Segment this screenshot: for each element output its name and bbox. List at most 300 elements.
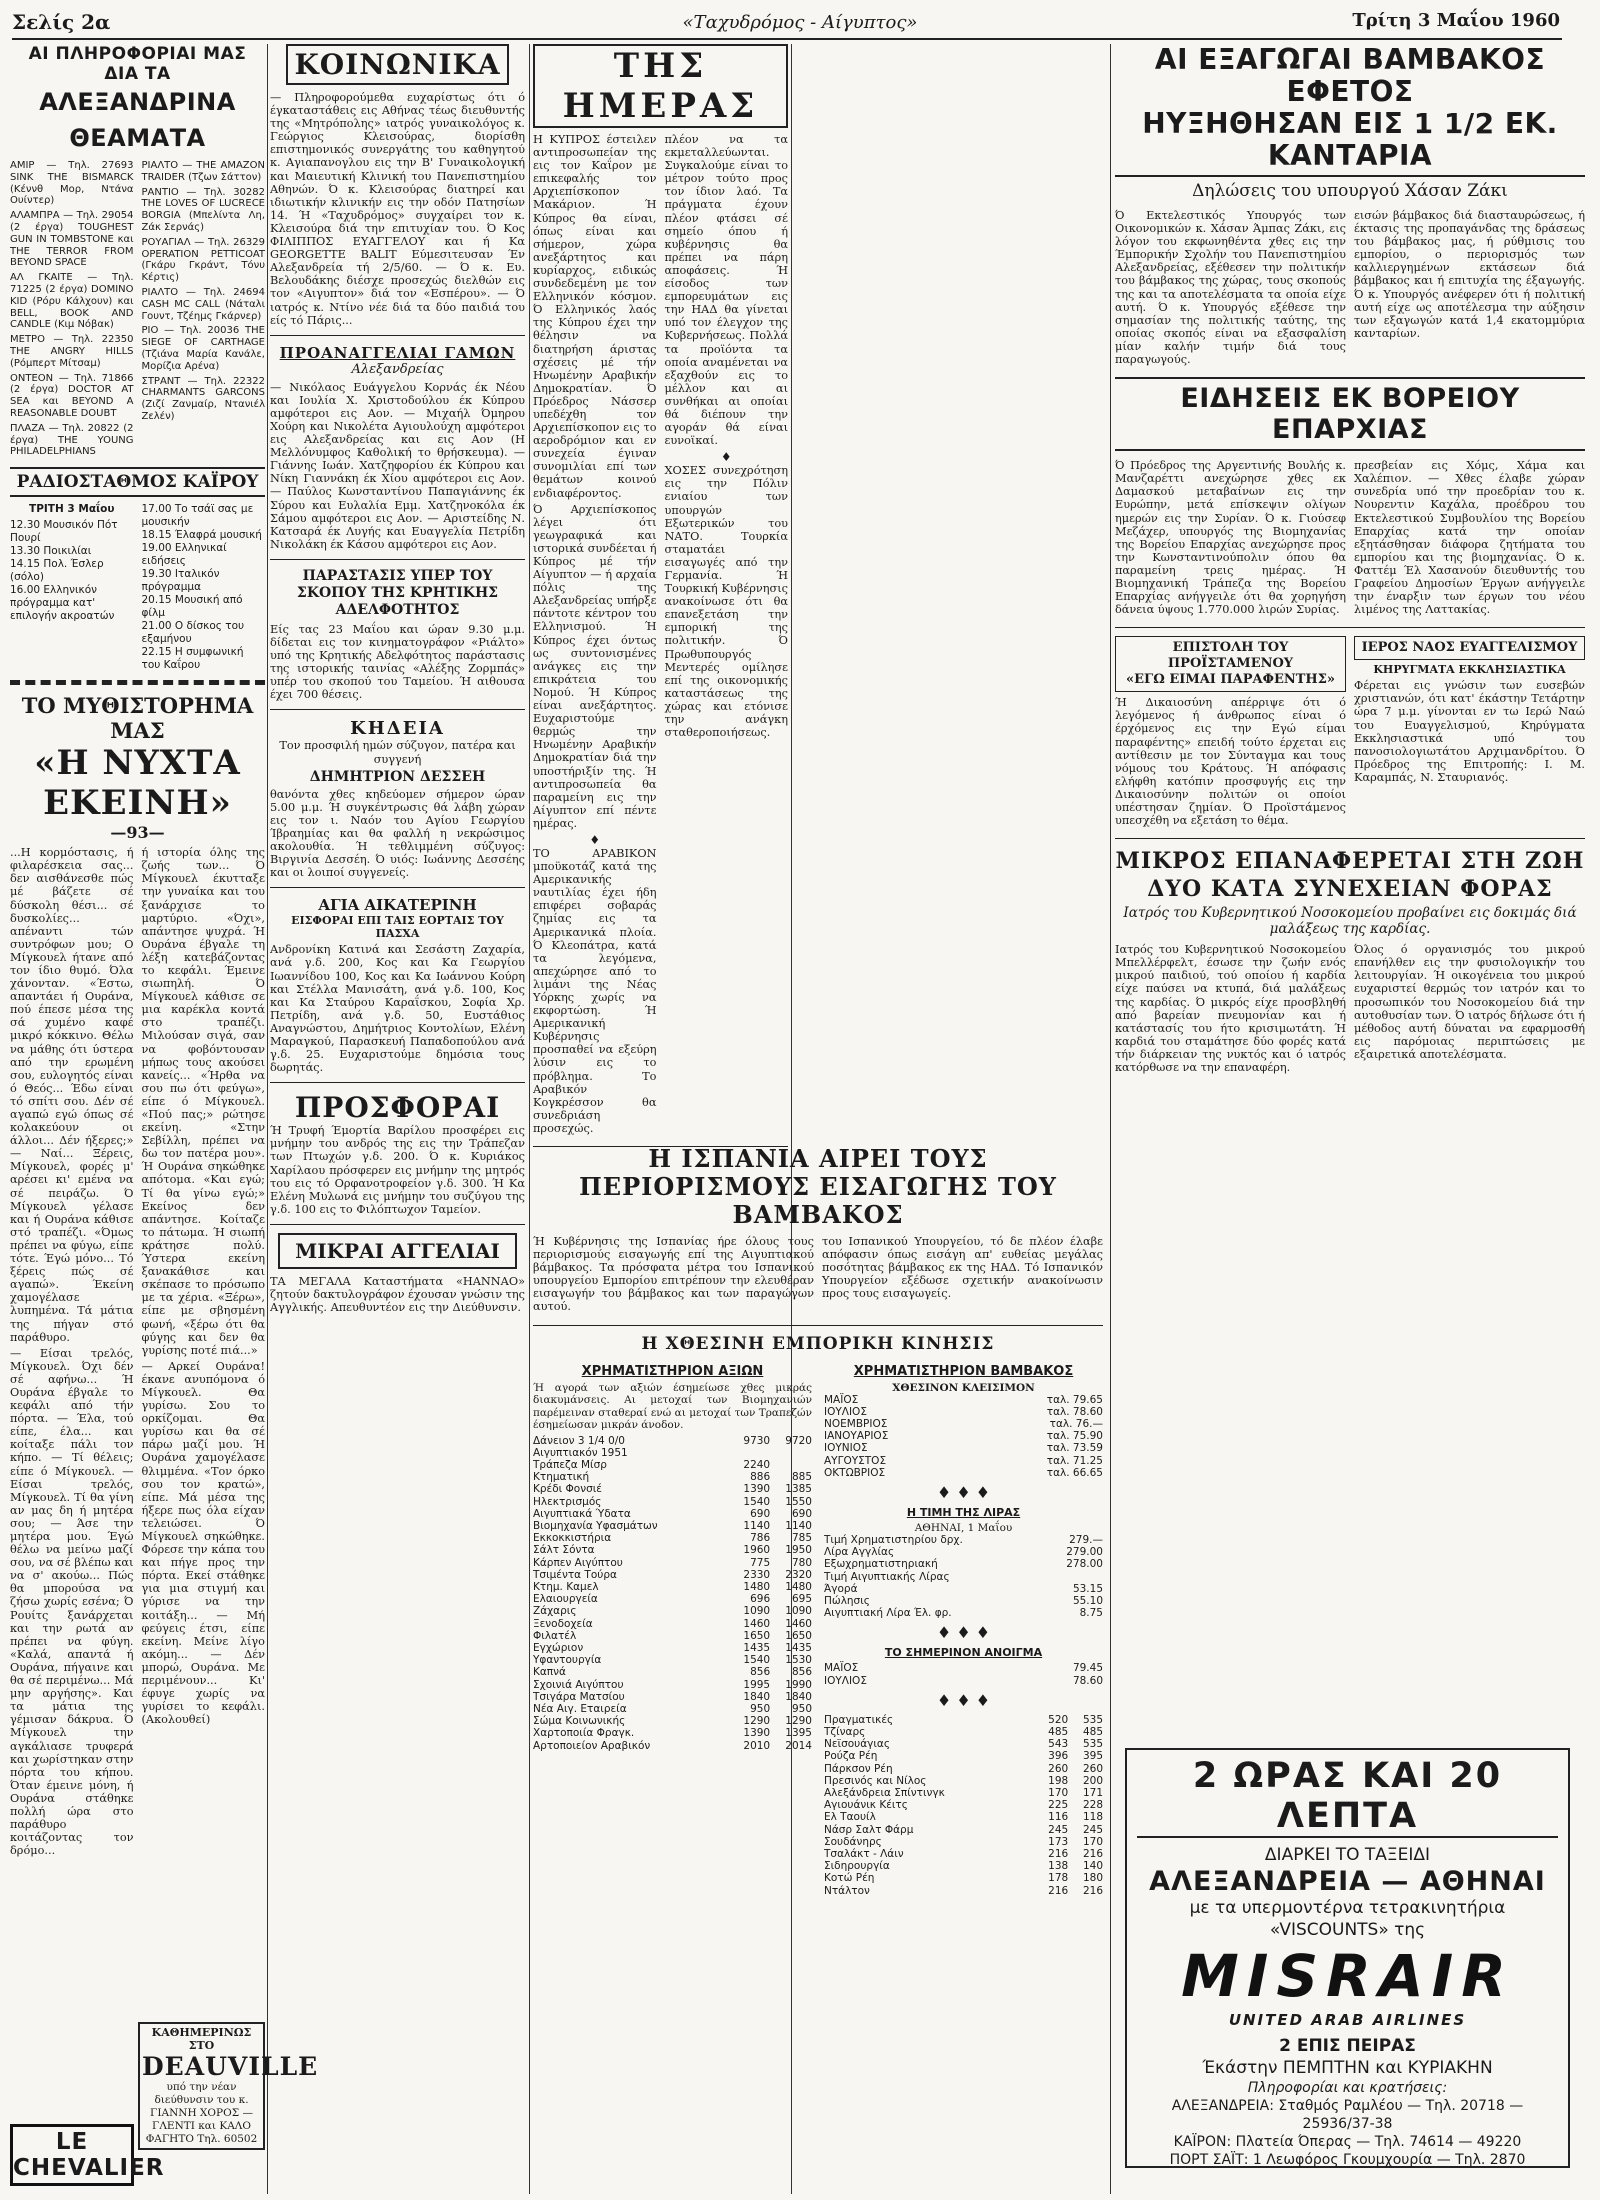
table-value-cell: 1435 xyxy=(743,1642,771,1655)
social-paragraph: — Πληροφορούμεθα ευχαρίστως ότι ό έγκαταστάθεις εις Αθήνας τέως διευθυντής της «Μητρόπολης» ιατρός γυναικολόγος κ. Γεώργιος Κλεισούρας, διορίσθη επιστημονικός συνεργάτης του καθηγητού κ. Αγιαπανογλου εις την Β' Γυναικολογική και Μαιευτική Κλινική του Πανεπιστημίου Αθηνών. Ό κ. Κλεισούρας διατηρεί και ιδιωτικήν κλινικήν εις την οδόν Πατησίων 14. Ή «Ταχυδρόμος» συγχαίρει τον κ. Κλεισούρα διά την επιτυχίαν του. Ό Κος ΦΙΛΙΠΠΟΣ ΕΥΑΓΓΕΛΟΥ και ή Κα GEORGETTE BALIT Εύμεσιτευσαν Έν Αλεξανδρεία τή 2/5/60. — Ό κ. Ευ. Βελουδάκης διέσχε προσεχώς διελθών εις τον «Αιγυπτον» διά τον «Εσπέρου». — Ό ιατρός κ. Ντίνο νέε διά τα δύο παιδιά του είς τό Πάρις... xyxy=(270,91,525,327)
newspaper-name: «Ταχυδρόμος - Αίγυπτος» xyxy=(682,12,918,33)
radio-item: 20.15 Μουσική από φίλμ xyxy=(141,594,243,620)
offerings-title: ΠΡΟΣΦΟΡΑΙ xyxy=(294,1091,501,1125)
table-value-cell: 886 xyxy=(750,1471,771,1484)
letter-notice-subheading: «ΕΓΩ ΕΙΜΑΙ ΠΑΡΑΦΕΝΤΗΣ» xyxy=(1125,672,1336,688)
section-divider xyxy=(270,887,525,888)
table-value-cell: 2010 xyxy=(743,1739,771,1752)
cotton-column-right xyxy=(1354,209,1585,369)
table-label-cell: Πρεσινός και Νίλος xyxy=(824,1774,927,1787)
table-label-cell: Τσιγάρα Ματσίου xyxy=(533,1690,625,1703)
misrair-ad-title: 2 ΩΡΑΣ ΚΑΙ 20 ΛΕΠΤΑ xyxy=(1137,1756,1558,1838)
table-value-cell: ταλ. 71.25 xyxy=(1046,1454,1103,1467)
table-row xyxy=(533,1740,812,1752)
table-value-cell: 55.10 xyxy=(1072,1595,1103,1607)
table-label-cell: Αιγυπτιακή Λίρα Έλ. φρ. xyxy=(824,1607,952,1620)
table-label-cell: ΙΟΥΛΙΟΣ xyxy=(824,1674,867,1687)
table-label-cell: Ηλεκτρισμός xyxy=(533,1495,602,1508)
market-body xyxy=(533,1360,1103,1897)
table-label-cell: Κτημ. Καμελ xyxy=(533,1581,599,1593)
table-value-cell: 9720 xyxy=(785,1434,812,1447)
cinema-entry: ΑΛΑΜΠΡΑ — Τηλ. 29054 (2 έργα) TOUGHEST GUN IN TOMBSTONE και THE TERROR FROM BEYOND SPACE xyxy=(10,210,134,269)
revived-boy-body xyxy=(1115,943,1585,1077)
table-label-cell: Ξενοδοχεία xyxy=(533,1617,593,1630)
radio-item: 17.00 Το τσάϊ σας με μουσικήν xyxy=(141,503,254,529)
table-value-cell: 260 xyxy=(1048,1762,1069,1775)
novel-column-right xyxy=(142,846,266,1860)
lira-table xyxy=(824,1534,1103,1619)
table-value-cell: 118 xyxy=(1082,1811,1103,1824)
table-value-cell: 245 xyxy=(1082,1823,1103,1836)
table-row xyxy=(824,1811,1103,1823)
misrair-ad-contact: ΚΑΪΡΟΝ: Πλατεία Όπερας — Τηλ. 74614 — 49220 xyxy=(1173,2134,1522,2150)
deauville-box xyxy=(138,2022,319,2150)
table-value-cell: 1480 xyxy=(785,1581,812,1593)
radio-item: 18.15 Έλαφρά μουσική xyxy=(141,529,262,542)
table-label-cell: Φιλατέλ xyxy=(533,1629,577,1642)
table-row xyxy=(824,1583,1103,1595)
revived-boy-column-left xyxy=(1115,943,1346,1077)
novel-paragraph: ή ιστορία όλης της ζωής των... Ό Μίγκουελ έκυτταξε την γυναίκα και του ξανάρχισε το μαρτύριο. «Όχι», απάντησε ψυχρά. Ή Ουράνα έβγαλε τη λέξη κατεβάζοντας το κεφάλι. Έμεινε σιωπηλή. Ό Μίγκουελ κάθισε σε μια καρέκλα κοντά στο τραπέζι. Μιλούσαν σιγά, σαν να φοβόντουσαν μήπως τους ακούσει κανείς... «Ήρθα να σου πω ότι φεύγω», είπε ό Μίγκουελ. «Πού πας;» ρώτησε εκείνη. «Στην Σεβίλλη, πρέπει να δω τον πατέρα μου». Ή Ουράνα σηκώθηκε απότομα. «Και εγώ; Τί θα γίνω εγώ;» Εκείνος δεν απάντησε. Κοίταζε το πάτωμα. Ή σιωπή κράτησε πολύ. Ύστερα εκείνη ξανακάθισε και σκέπασε το πρόσωπο με τα χέρια. «Ξέρω», είπε με σβησμένη φωνή, «ξέρω ότι θα φύγης και δεν θα γυρίσης ποτέ πιά...» xyxy=(141,846,265,1357)
table-value-cell: 1650 xyxy=(785,1629,812,1642)
table-row xyxy=(533,1557,812,1569)
table-row xyxy=(533,1593,812,1605)
section-divider xyxy=(270,559,525,560)
table-row xyxy=(533,1679,812,1691)
north-news-title: ΕΙΔΗΣΕΙΣ ΕΚ ΒΟΡΕΙΟΥ ΕΠΑΡΧΙΑΣ xyxy=(1115,377,1585,451)
revived-boy-paragraph: Ιατρός του Κυβερνητικού Νοσοκομείου Μπελλέρφελτ, έσωσε την ζωήν ενός μικρού παιδιού, τού οποίου ή καρδία είχε παύσει να κτυπά, διά μαλάξεως της καρδίας. Ό μικρός είχε προσβληθή από βαρείαν πνευμονίαν και ή κατάστασίς του ήτο κρισιμωτάτη. Ή καρδιά του σταμάτησε δύο φορές κατά τήν διάρκειαν της νυκτός και ό ιατρός κατόρθωσε να την επαναφέρη. xyxy=(1115,943,1346,1075)
novel-paragraph: ...Η κορμόστασις, ή φιλαρέσκεια σας... δεν αισθάνεσθε πώς μέ βάζετε σέ δύσκολη θέσι... σέ δυσκολίες... απέναντι τών συντρόφων μου; Ο Μίγκουελ ήτανε από τον ίδιο θυμό. Όλα χάνονταν. «Έστω, απαντάει ή Ουράνα, πού έπεσε μέσα της σά χυμένο καφέ μικρό κόκκινο. Θέλω να μάθης ότι ύστερα από την ερωμένη σου, ευλογητός είναι ό Θεός... Έδω είναι τό σπίτι σου. Δέν σέ αγαπώ εγώ όπως σέ κολακεύουν οι άλλοι... Δέν ήξερες;» — Ναί... Ξέρεις, Μίγκουελ, φορές μ' αρέσει κι' εμένα να σέ πειράζω. Ό Μίγκουελ γέλασε και ή Ουράνα κάθισε στό τραπέζι. «Όμως πρέπει να φύγω, είπε τότε. Έγώ μόνο... Τό ξέρεις πώς σέ αγαπώ». Έκείνη χαμογέλασε λυπημένα. Τά μάτια της πήγαν στό παράθυρο. xyxy=(10,846,134,1344)
table-value-cell: 1290 xyxy=(785,1715,812,1728)
north-news-body xyxy=(1115,459,1585,619)
table-value-cell: 245 xyxy=(1048,1823,1069,1836)
cotton-subheadline: Δηλώσεις του υπουργού Χάσαν Ζάκι xyxy=(1192,181,1508,201)
revived-boy-title-line1: ΜΙΚΡΟΣ ΕΠΑΝΑΦΕΡΕΤΑΙ ΣΤΗ ΖΩΗ xyxy=(1115,848,1585,875)
church-notice-paragraph: Φέρεται εις γνώσιν των ευσεβών χριστιανών, ότι κατ' έκάστην Τετάρτην ώρα 7 μ.μ. γίνονται εν τω Ιερώ Ναώ του Ευαγγελισμού, Κηρύγματα Εκκλησιαστικά υπό του πανοσιολογιωτάτου Αρχιμανδρίτου. Ό Πρόεδρος της Επιτροπής: Ι. Μ. Καραμπάς, Ν. Σταυριανός. xyxy=(1354,679,1585,784)
radio-schedule xyxy=(10,503,265,672)
table-label-cell: Κρέδι Φονσιέ xyxy=(533,1483,602,1496)
church-paragraph: Ανδρονίκη Κατινά και Σεσάστη Ζαχαρία, ανά γ.δ. 200, Κος και Κα Γεωργίου Ιωαννίδου 100, Κος και Κα Ιωάννου Κούρη και Στέλλα Μανισάτη, ανά γ.δ. 100, Κος και Κα Σταύρου Καραΐσκου, Σοφία Χρ. Πετρίδη, ανά γ.δ. 50, Ευστάθιος Αναγνώστου, Δημήτριος Κοντολίων, Ελένη Μαραγκού, Παρασκευή Παπαδοπούλου ανά γ.δ. 25. Ευχαριστούμε δημόσια τους δωρητάς. xyxy=(270,943,525,1075)
table-value-cell: 1550 xyxy=(785,1495,812,1508)
cinema-entry: ΑΛ ΓΚΑΙΤΕ — Τηλ. 71225 (2 έργα) DOMINO KID (Ρόρυ Κάλχουν) και BELL, BOOK AND CANDLE (Κιμ Νόβακ) xyxy=(10,272,134,331)
table-value-cell: 690 xyxy=(750,1507,771,1520)
table-value-cell: 1090 xyxy=(785,1605,812,1618)
cotton-headline-line1: ΑΙ ΕΞΑΓΩΓΑΙ ΒΑΜΒΑΚΟΣ ΕΦΕΤΟΣ xyxy=(1154,43,1546,108)
table-value-cell: 225 xyxy=(1048,1799,1069,1812)
table-value-cell: 856 xyxy=(750,1666,771,1679)
news-paragraph: Ό Αρχιεπίσκοπος λέγει ότι γεωγραφικά και ιστορικά συνδέεται ή Κύπρος μέ τήν Αίγυπτον — ή αρχαία πόλις της Αλεξανδρείας υπήρξε πάντοτε κέντρον του Ελληνισμού. Ή Κύπρος έχει όντως ως συντονισμένες ανάγκες εις την επικράτεια του Νομού. Ή Κύπρος είναι ανεξάρτητος. Ευχαριστούμε θερμώς την Ηνωμένην Αραβικήν Δημοκρατίαν διά την υποστήριξίν της. Ή αντιπροσωπεία θα παραμείνη εις την Αίγυπτον επί πέντε ημέρας. xyxy=(533,502,657,830)
cinema-entry: ΠΛΑΖΑ — Τηλ. 20822 (2 έργα) THE YOUNG PHILADELPHIANS xyxy=(10,422,134,458)
table-row xyxy=(533,1703,812,1715)
theatres-title: ΑΛΕΞΑΝΔΡΙΝΑ ΘΕΑΜΑΤΑ xyxy=(39,88,236,152)
table-row xyxy=(824,1394,1103,1406)
table-row xyxy=(824,1714,1103,1726)
table-value-cell: 1950 xyxy=(785,1544,812,1557)
radio-item: 22.15 Η συμφωνική του Καΐρου xyxy=(141,646,244,672)
table-value-cell: ταλ. 73.59 xyxy=(1046,1442,1103,1455)
novel-paragraph: — Αρκεί Ουράνα! έκανε ανυπόμονα ό Μίγκουελ. Θα γυρίσω. Σου το ορκίζομαι. Θα γυρίσω και θα σέ πάρω μαζί μου. Ή Ουράνα χαμογέλασε θλιμμένα. «Τον όρκο σου τον κρατώ», είπε. Μά μέσα της ήξερε πως όλα είχαν τελειώσει. Ό Μίγκουελ σηκώθηκε. Φόρεσε την κάπα του και πήγε προς την πόρτα. Εκεί στάθηκε για μια στιγμή και γύρισε να την κοιτάξη... — Μή φεύγεις έτσι, είπε εκείνη. Μείνε λίγο ακόμη... — Δέν μπορώ, Ουράνα. Με περιμένουν... Κι' έφυγε χωρίς να γυρίσει το κεφάλι. (Ακολουθεί) xyxy=(141,1359,265,1727)
table-row xyxy=(824,1726,1103,1738)
table-label-cell: Πραγματικές xyxy=(824,1713,894,1726)
radio-title: ΡΑΔΙΟΣΤΑΘΜΟΣ ΚΑΪΡΟΥ xyxy=(16,472,259,493)
table-value-cell: 1840 xyxy=(785,1690,812,1703)
misrair-ad-line: «VISCOUNTS» της xyxy=(1269,1920,1426,1940)
spain-paragraph: Ή Κυβέρνησις της Ισπανίας ήρε όλους τους περιορισμούς εισαγωγής επί της Αιγυπτιακού βάμβακος. Τα πρόσφατα μέτρα του Ισπανικού υπουργείου Εμπορίου επιτρέπουν την ελευθέραν εισαγωγήν του βάμβακος και των παραγώγων αυτού. xyxy=(533,1235,814,1314)
table-row xyxy=(533,1544,812,1556)
cotton-table xyxy=(824,1394,1103,1479)
table-label-cell: Άγορά xyxy=(824,1582,858,1595)
table-value-cell: 785 xyxy=(791,1532,812,1545)
market-separator: ♦ ♦ ♦ xyxy=(936,1482,991,1502)
section-divider xyxy=(270,1224,525,1225)
table-row xyxy=(824,1442,1103,1454)
table-value-cell: ταλ. 76.— xyxy=(1049,1417,1103,1430)
table-label-cell: Πώλησις xyxy=(824,1595,870,1607)
table-value-cell: 543 xyxy=(1048,1738,1069,1751)
north-paragraph: πρεσβείαν εις Χόμς, Χάμα και Χαλέπιον. — Χθες έλαβε χώραν συνεδρία υπό την προεδρίαν του κ. Νουρεντιν Καχάλα, προέδρου του Εκτελεστικού Συμβουλίου της Βορείου Επαρχίας κατά την οποίαν εξητάσθησαν διάφορα ζητήματα του εμπορίου και της βιομηχανίας. Ό κ. Φαττέμ Έλ Χασανούν διευθυντής του Γραφείου Δημοσίων Έργων ανήγγειλε την έναρξιν των έργων του νέου λιμένος της Λαττακίας. xyxy=(1354,459,1585,617)
cinema-entry: ΑΜΙΡ — Τηλ. 27693 SINK THE BISMARCK (Κέννθ Μορ, Ντάνα Ουίντερ) xyxy=(10,160,134,207)
table-value-cell: 950 xyxy=(791,1703,812,1716)
table-value-cell xyxy=(1045,1571,1103,1583)
table-value-cell: 216 xyxy=(1048,1848,1069,1861)
spain-body xyxy=(533,1235,1103,1317)
table-value-cell: 1290 xyxy=(743,1715,771,1728)
cotton-exchange-title: ΧΡΗΜΑΤΙΣΤΗΡΙΟΝ ΒΑΜΒΑΚΟΣ xyxy=(853,1363,1074,1379)
table-label-cell: Σχοινιά Αιγύπτου xyxy=(533,1678,624,1691)
table-row xyxy=(824,1406,1103,1418)
table-row xyxy=(533,1642,812,1654)
table-label-cell: Σουδάνηρς xyxy=(824,1835,882,1848)
letter-notice xyxy=(1115,636,1346,830)
radio-item: 13.30 Ποικιλίαι xyxy=(10,545,92,558)
cinema-entry: ΟΝΤΕΟΝ — Τηλ. 71866 (2 έργα) DOCTOR AT SEA και BEYOND A REASONABLE DOUBT xyxy=(10,372,134,419)
table-value-cell: 775 xyxy=(750,1556,771,1569)
table-row xyxy=(533,1447,812,1459)
table-label-cell: Ντάλτον xyxy=(824,1884,870,1897)
radio-item: 14.15 Πολ. Έσλερ (σόλο) xyxy=(10,558,104,584)
table-label-cell: Νάσρ Σαλτ Φάρμ xyxy=(824,1823,914,1836)
table-row xyxy=(824,1763,1103,1775)
spain-column-right xyxy=(822,1235,1103,1317)
table-value-cell: 485 xyxy=(1048,1726,1069,1739)
revived-boy-paragraph: Όλος ό οργανισμός του μικρού επανήλθεν εις την φυσιολογικήν του λειτουργίαν. Ή οικογένεια του μικρού ευχαριστεί θερμώς τον ιατρόν και το προσωπικόν του Νοσοκομείου διά την αυτοθυσίαν των. Ό ιατρός δήλωσε ότι ή μέθοδος αυτή δύναται να εφαρμοσθή εις παρόμοιας περιπτώσεις με εξαιρετικά αποτελέσματα. xyxy=(1354,943,1585,1061)
table-row xyxy=(533,1508,812,1520)
day-news-column-right xyxy=(665,133,789,1138)
table-value-cell: 78.60 xyxy=(1072,1674,1103,1687)
table-label-cell: Σάλτ Σόντα xyxy=(533,1544,595,1557)
section-divider xyxy=(270,709,525,710)
radio-heading xyxy=(10,467,265,497)
misrair-ad-contact: ΠΟΡΤ ΣΑΪΤ: 1 Λεωφόρος Γκουμχουρία — Τηλ. 2870 xyxy=(1169,2152,1526,2168)
table-row xyxy=(533,1483,812,1495)
section-divider xyxy=(1115,838,1585,839)
header-rule xyxy=(12,38,1562,40)
opening-title: ΤΟ ΣΗΜΕΡΙΝΟΝ ΑΝΟΙΓΜΑ xyxy=(884,1646,1043,1660)
north-column-left xyxy=(1115,459,1346,619)
table-value-cell: 1530 xyxy=(785,1654,812,1667)
novel-episode: —93— xyxy=(110,823,165,843)
table-value-cell: 1650 xyxy=(743,1629,771,1642)
table-label-cell: ΙΑΝΟΥΑΡΙΟΣ xyxy=(824,1430,889,1443)
table-row xyxy=(533,1581,812,1593)
table-value-cell: 1460 xyxy=(785,1617,812,1630)
table-value-cell: 260 xyxy=(1082,1762,1103,1775)
table-value-cell: 535 xyxy=(1082,1713,1103,1726)
column-cotton-intro xyxy=(795,44,1100,1139)
table-value-cell: 1140 xyxy=(785,1519,812,1532)
table-row xyxy=(533,1727,812,1739)
table-label-cell: Καπνά xyxy=(533,1666,566,1679)
lira-title: Η ΤΙΜΗ ΤΗΣ ΛΙΡΑΣ xyxy=(906,1505,1021,1519)
table-row xyxy=(533,1666,812,1678)
novel-title: «Η ΝΥΧΤΑ ΕΚΕΙΝΗ» xyxy=(34,743,241,824)
revived-boy-subtitle: Ιατρός του Κυβερνητικού Νοσοκομείου προβαίνει εις δοκιμάς διά μαλάξεως της καρδίας. xyxy=(1123,905,1577,938)
table-label-cell: Υφαντουργία xyxy=(533,1654,602,1667)
novel-paragraph: — Είσαι τρελός, Μίγκουελ. Όχι δέν σέ αφήνω... Ή Ουράνα έβγαλε το κεφάλι από τήν πόρτα. — Έλα, τού είπε, έλα... και κοίταξε πάλι τον κήπο. — Τί θέλεις; είπε ό Μίγκουελ. — Είσαι τρελός, Μίγκουελ. Τί θα γίνη αν μας δη ή μητέρα σου; — Άσε την μητέρα μου. Έγώ θέλω να μείνω μαζί σου, να σέ βλέπω και να σ' ακούω... Πώς θα μπορούσα να ζήσω χωρίς εσένα; Ό Ρουίτς ξανάρχεται και την ρωτά αν πρέπει να φύγη. «Καλά, απαντά ή Ουράνα, πήγαινε και θα σέ περιμένω... Μά μην αργήσης». Και τα μάτια της γέμισαν δάκρυα. Ό Μίγκουελ την αγκάλιασε τρυφερά και χωρίστηκαν στην πόρτα του κήπου. Όταν έμεινε μόνη, ή Ουράνα στάθηκε πολλή ώρα στο παράθυρο κοιτάζοντας τον δρόμο... xyxy=(10,1346,134,1858)
table-row xyxy=(824,1675,1103,1687)
table-value-cell: ταλ. 78.60 xyxy=(1046,1405,1103,1418)
section-divider xyxy=(10,680,265,685)
table-label-cell: Εγχώριον xyxy=(533,1642,584,1655)
church-notice-title: ΙΕΡΟΣ ΝΑΟΣ ΕΥΑΓΓΕΛΙΣΜΟΥ xyxy=(1354,636,1585,660)
event-paragraph: Είς τας 23 Μαΐου και ώραν 9.30 μ.μ. δίδεται εις τον κινηματογράφον «Ριάλτο» υπό της Κρητικής Αδελφότητος παράστασις της ιστορικής ταινίας «Αλέξης Ζορμπάς» υπέρ του σκοπού του Ταμείου. Ή αιθουσα έχει 700 θέσεις. xyxy=(270,622,525,702)
table-row xyxy=(533,1691,812,1703)
table-label-cell: Αλεξάνδρεια Σπίντινγκ xyxy=(824,1787,945,1800)
table-value-cell: 228 xyxy=(1082,1799,1103,1812)
day-news-title: ΤΗΣ ΗΜΕΡΑΣ xyxy=(533,44,788,128)
table-value-cell: 216 xyxy=(1082,1884,1103,1897)
table-label-cell: Αρτοποιείον Αραβικόν xyxy=(533,1739,651,1752)
table-value-cell: 1090 xyxy=(743,1605,771,1618)
revived-boy-column-right xyxy=(1354,943,1585,1077)
table-value-cell xyxy=(770,1459,812,1471)
table-label-cell: Αιγυπτιακόν 1951 xyxy=(533,1446,628,1459)
table-label-cell: Σώμα Κοινωνικής xyxy=(533,1715,626,1728)
table-value-cell: 171 xyxy=(1082,1787,1103,1800)
table-value-cell: 278.00 xyxy=(1066,1558,1103,1571)
table-label-cell: Χαρτοποιία Φραγκ. xyxy=(533,1727,635,1740)
table-row xyxy=(824,1775,1103,1787)
section-divider xyxy=(533,1325,1103,1326)
table-value-cell: 2240 xyxy=(743,1458,771,1471)
news-paragraph: πλέον να τα εκμεταλλεύωνται. Συγκαλούμε είναι το μέτρον τούτο προς τον ίδιον λαό. Τα πράγματα έχουν πλέον φτάσει σέ σημείο όπου ή κυβέρνησις θα πρέπει να πάρη αποφάσεις. Ή είσοδος των εμπορευμάτων εις την ΗΑΔ θα γίνεται υπό τον έλεγχον της Κυβερνήσεως. Πολλά τα προϊόντα τα οποία αναμένεται να εξαχθούν εις το μέλλον και αι συνθήκαι αι οποίαι θά διέπουν την αγοράν θά είναι ευνοϊκαί. xyxy=(664,133,788,448)
chevalier-box: LE CHEVALIER xyxy=(10,2124,134,2186)
page-header xyxy=(0,0,1600,40)
page-number: Σελίς 2α xyxy=(12,10,111,34)
table-value-cell: 2320 xyxy=(785,1568,812,1581)
table-label-cell: Τιμή Αιγυπτιακής Λίρας xyxy=(824,1570,950,1583)
table-value-cell xyxy=(728,1447,770,1459)
table-label-cell: Ελαιουργεία xyxy=(533,1593,598,1606)
novel-label: ΤΟ ΜΥΘΙΣΤΟΡΗΜΑ ΜΑΣ xyxy=(21,693,254,744)
cinema-entry: ΣΤΡΑΝΤ — Τηλ. 22322 CHARMANTS GARCONS (Ζιζί Ζανμαίρ, Ντανιέλ Ζελέν) xyxy=(141,375,265,422)
engagements-paragraph: — Νικόλαος Ευάγγελου Κορνάς έκ Νέου και Ιουλία Χ. Χριστοδούλου έκ Κύπρου αμφότεροι εις Αον. — Μιχαήλ Όμηρου Χούρη και Νικολέτα Αγιουλούχη αμφότεροι εις Αλεξανδρείας και εις Αον (Η Μελλόνυμφος Καθολική το θρήσκευμα). — Γιάννης Ιωάν. Χατζηφορίου έκ Κύπρου και Νίκη Γιαννάκη έκ Χίου αμφότεροι εις Αον. — Παύλος Κωνσταντίνου Παπαγιάννης έκ Σύρου και Ευλαλία Εμμ. Χατζηνοκόλα έκ Σάμου αμφότεροι εις Αον. — Αριστείδης Ν. Κατσαρά έκ Λυγής και Ευαγγελία Πετρίδη Νικολάκη έκ Κάσου αμφότεροι εις Αον. xyxy=(270,380,525,551)
cinema-list-right xyxy=(142,160,266,461)
cotton-exchange xyxy=(824,1360,1103,1897)
engagements-title: ΠΡΟΑΝΑΓΓΕΛΙΑΙ ΓΑΜΩΝ xyxy=(279,343,516,362)
table-value-cell: 1840 xyxy=(743,1690,771,1703)
table-value-cell: 170 xyxy=(1048,1787,1069,1800)
misrair-logo-subtitle: UNITED ARAB AIRLINES xyxy=(1228,2011,1467,2029)
revived-boy-title-line2: ΔΥΟ ΚΑΤΑ ΣΥΝΕΧΕΙΑΝ ΦΟΡΑΣ xyxy=(1147,876,1553,903)
table-value-cell: 1390 xyxy=(743,1483,771,1496)
church-title: ΑΓΙΑ ΑΙΚΑΤΕΡΙΝΗ xyxy=(318,896,477,915)
table-value-cell: 2014 xyxy=(785,1739,812,1752)
table-row xyxy=(533,1435,812,1447)
table-label-cell: Κτηματική xyxy=(533,1471,590,1484)
misrair-ad xyxy=(1125,1748,1570,2168)
cinema-entry: ΡΙΟ — Τηλ. 20036 THE SIEGE OF CARTHAGE (Τζιάνα Μαρία Κανάλε, Μορίζια Αρένα) xyxy=(141,325,265,372)
church-notice xyxy=(1354,636,1585,830)
radio-item: 12.30 Μουσικόν Πότ Πουρί xyxy=(10,519,118,545)
table-value-cell: 1480 xyxy=(743,1581,771,1593)
table-value-cell: 520 xyxy=(1048,1713,1069,1726)
table-row xyxy=(533,1569,812,1581)
table-value-cell: 696 xyxy=(750,1593,771,1606)
table-label-cell: Σιδηρουργία xyxy=(824,1860,890,1873)
column-divider xyxy=(267,44,268,2194)
table-value-cell: 485 xyxy=(1082,1726,1103,1739)
table-value-cell: 1385 xyxy=(785,1483,812,1496)
table-row xyxy=(824,1824,1103,1836)
funeral-paragraph: θανόντα χθες κηδεύομεν σήμερον ώραν 5.00 μ.μ. Ή συγκέντρωσις θά λάβη χώραν εις τον ι. Ναόν του Αγίου Γεωργίου Ίβραημίας και θα φαλλή η νεκρώσιμος ακολουθία. Ή τεθλιμμένη σύζυγος: Βιργινία Δεσσέη. Ό υιός: Ιωάννης Δεσσέης και οι λοιποί συγγενείς. xyxy=(270,787,525,880)
theatres-kicker: ΑΙ ΠΛΗΡΟΦΟΡΙΑΙ ΜΑΣ ΔΙΑ ΤΑ xyxy=(28,44,247,84)
table-label-cell: Τσαλάκτ - Λάιν xyxy=(824,1848,904,1861)
cinema-entry: ΡΟΥΑΓΙΑΛ — Τηλ. 26329 OPERATION PETTICOAT (Γκάρυ Γκράντ, Τόνυ Κέρτις) xyxy=(141,236,265,284)
table-row xyxy=(824,1455,1103,1467)
letter-notice-paragraph: Ή Δικαιοσύνη απέρριψε ότι ό λεγόμενος ή άνθρωπος είναι ό έρχόμενος εις την Εγώ είμαι παραφέντης» επειδή τούτο έρχεται εις αντίθεσιν με τον Σύνταγμα και τους νόμους του Κράτους. Ή απόφασις ελήφθη κατόπιν προσφυγής εις την Δικαιοσύνην πολιτών οι οποίοι υπέστησαν ζημίαν. Ό Προϊστάμενος υπεσχέθη να εξετάση το θέμα. xyxy=(1115,696,1346,828)
table-value-cell: 695 xyxy=(791,1593,812,1606)
cinema-entry: ΡΙΑΛΤΟ — THE AMAZON TRAIDER (Τζων Σάττον) xyxy=(141,160,265,183)
misrair-ad-box xyxy=(1125,1748,1570,2168)
table-row xyxy=(824,1836,1103,1848)
table-row xyxy=(533,1471,812,1483)
table-label-cell: Εξωχρηματιστηριακή xyxy=(824,1558,938,1571)
table-value-cell: 200 xyxy=(1082,1774,1103,1787)
table-label-cell: Ελ Ταουίλ xyxy=(824,1811,876,1824)
table-label-cell: Νέα Αιγ. Εταιρεία xyxy=(533,1703,627,1716)
event-title: ΠΑΡΑΣΤΑΣΙΣ ΥΠΕΡ ΤΟΥ ΣΚΟΠΟΥ ΤΗΣ ΚΡΗΤΙΚΗΣ ΑΔΕΛΦΟΤΗΤΟΣ xyxy=(296,567,499,618)
table-row xyxy=(824,1467,1103,1479)
stock-table xyxy=(824,1714,1103,1897)
cotton-column-left xyxy=(1115,209,1346,369)
radio-item: 19.30 Ιταλικόν πρόγραμμα xyxy=(141,568,220,594)
table-row xyxy=(824,1848,1103,1860)
opening-table xyxy=(824,1662,1103,1686)
table-value-cell: 180 xyxy=(1082,1872,1103,1885)
day-news-column-left xyxy=(533,133,657,1138)
misrair-ad-line: Πληροφορίαι και κρατήσεις: xyxy=(1247,2080,1448,2096)
table-label-cell: Βιομηχανία Υφασμάτων xyxy=(533,1519,658,1532)
table-row xyxy=(824,1430,1103,1442)
stock-table xyxy=(533,1435,812,1752)
social-title: ΚΟΙΝΩΝΙΚΑ xyxy=(286,44,508,85)
table-value-cell: 1435 xyxy=(785,1642,812,1655)
table-label-cell: Ρούζα Ρέη xyxy=(824,1750,878,1763)
social-heading xyxy=(270,44,525,85)
table-label-cell: Τράπεζα Μίσρ xyxy=(533,1458,607,1471)
section-divider xyxy=(270,1082,525,1083)
letter-notice-title xyxy=(1115,636,1346,692)
deauville-label: ΚΑΘΗΜΕΡΙΝΩΣ ΣΤΟ xyxy=(151,2026,252,2052)
table-label-cell: ΟΚΤΩΒΡΙΟΣ xyxy=(824,1466,886,1479)
table-value-cell: 178 xyxy=(1048,1872,1069,1885)
table-value-cell: 1140 xyxy=(743,1519,771,1532)
market-title: Η ΧΘΕΣΙΝΗ ΕΜΠΟΡΙΚΗ ΚΙΝΗΣΙΣ xyxy=(641,1333,995,1354)
section-divider xyxy=(1115,627,1585,628)
table-row xyxy=(824,1799,1103,1811)
table-row xyxy=(824,1534,1103,1546)
table-row xyxy=(533,1605,812,1617)
table-value-cell xyxy=(770,1447,812,1459)
table-value-cell: 173 xyxy=(1048,1835,1069,1848)
boxed-notices xyxy=(1115,636,1585,830)
radio-item: 16.00 Ελληνικόν πρόγραμμα κατ' επιλογήν ακροατών xyxy=(10,584,115,623)
misrair-logo: MISRAIR xyxy=(1181,1942,1514,2010)
table-row xyxy=(824,1595,1103,1607)
table-label-cell: ΜΑΪΟΣ xyxy=(824,1393,859,1406)
column-divider xyxy=(529,44,530,2194)
radio-schedule-right xyxy=(142,503,266,672)
section-divider xyxy=(270,335,525,336)
table-row xyxy=(824,1558,1103,1570)
misrair-ad-contact: ΑΛΕΞΑΝΔΡΕΙΑ: Σταθμός Ραμλέου — Τηλ. 20718 — 25936/37-38 xyxy=(1171,2098,1524,2132)
table-row xyxy=(824,1418,1103,1430)
north-column-right xyxy=(1354,459,1585,619)
table-row xyxy=(533,1532,812,1544)
table-label-cell: Δάνειον 3 1/4 0/0 xyxy=(533,1434,625,1447)
issue-date: Τρίτη 3 Μαΐου 1960 xyxy=(1352,10,1560,31)
table-value-cell: 8.75 xyxy=(1079,1607,1103,1620)
table-row xyxy=(533,1715,812,1727)
table-row xyxy=(824,1885,1103,1897)
table-value-cell: 216 xyxy=(1048,1884,1069,1897)
classifieds-title: ΜΙΚΡΑΙ ΑΓΓΕΛΙΑΙ xyxy=(278,1233,517,1269)
table-value-cell: 1540 xyxy=(743,1654,771,1667)
misrair-ad-route: ΑΛΕΞΑΝΔΡΕΙΑ — ΑΘΗΝΑΙ xyxy=(1149,1866,1546,1897)
table-value-cell: ταλ. 66.65 xyxy=(1046,1466,1103,1479)
table-value-cell: 216 xyxy=(1082,1848,1103,1861)
offerings-paragraph: Ή Τρυφή Έμορτία Βαρίλου προσφέρει εις μνήμην του ανδρός της εις την Τράπεζαν των Πτωχών γ.δ. 200. Ό κ. Κυριάκος Χαρίλαου πρόσφερεν εις μνήμην της μητρός του εις τό Ορφανοτροφείον γ.δ. 300. Ή Κα Ελένη Μυλωνά εις μνήμην του συζύγου της γ.δ. 100 εις το Φιλόπτωχον Ταμείον. xyxy=(270,1124,525,1216)
misrair-ad-line: ΔΙΑΡΚΕΙ ΤΟ ΤΑΞΕΙΔΙ xyxy=(1264,1845,1431,1865)
column-divider xyxy=(1110,44,1111,2194)
table-value-cell: 950 xyxy=(750,1703,771,1716)
table-row xyxy=(824,1571,1103,1583)
engagements-subtitle: Αλεξανδρείας xyxy=(351,361,444,377)
misrair-ad-line: με τα υπερμοντέρνα τετρακινητήρια xyxy=(1189,1898,1506,1918)
lira-subtitle: ΑΘΗΝΑΙ, 1 Μαΐου xyxy=(914,1521,1013,1534)
table-value-cell: 1540 xyxy=(743,1495,771,1508)
table-value-cell: ταλ. 75.90 xyxy=(1046,1430,1103,1443)
news-paragraph: Η ΚΥΠΡΟΣ έστειλεν αντιπροσωπείαν της εις τον Καΐρον με επικεφαλής τον Αρχιεπίσκοπον Μακάριον. Ή Κύπρος θα είναι, όπως είναι και σήμερον, χώρα ανεξάρτητος και κυρίαρχος, ειδικώς συνδεδεμένη με τον Ελληνικόν κόσμον. Ό Ελληνικός λαός της Κύπρου έχει την θέλησιν να διατηρήση άριστας σχέσεις μέ τήν Ηνωμένην Αραβικήν Δημοκρατίαν. Ό Πρόεδρος Νάσσερ υπεδέχθη τον Αρχιεπίσκοπον εις το αεροδρόμιον και εν συνεχεία έγιναν συνομιλίαι επί των θεμάτων κοινού ενδιαφέροντος. xyxy=(533,133,657,500)
stock-exchange-note: Ή αγορά των αξιών έσημείωσε χθες μικράς διακυμάνσεις. Αι μετοχαί των Βιομηχανιών παρέμειναν σταθεραί ενώ αι μετοχαί των Τραπεζών έσημείωσαν μικράν άνοδον. xyxy=(533,1381,812,1432)
cotton-headline-line2: ΗΥΞΗΘΗΣΑΝ ΕΙΣ 1 1/2 ΕΚ. ΚΑΝΤΑΡΙΑ xyxy=(1115,108,1585,177)
table-value-cell: 1395 xyxy=(785,1727,812,1740)
table-label-cell: ΜΑΪΟΣ xyxy=(824,1662,859,1675)
table-value-cell: 856 xyxy=(791,1666,812,1679)
table-label-cell: Νεϊσουάγιας xyxy=(824,1738,891,1751)
table-value-cell: 170 xyxy=(1082,1835,1103,1848)
table-value-cell: 79.45 xyxy=(1072,1662,1103,1675)
table-label-cell: Κάρπεν Αιγύπτου xyxy=(533,1556,623,1569)
table-value-cell: 1390 xyxy=(743,1727,771,1740)
table-label-cell: ΑΥΓΟΥΣΤΟΣ xyxy=(824,1454,887,1467)
market-separator: ♦ ♦ ♦ xyxy=(936,1690,991,1710)
table-value-cell: 1960 xyxy=(743,1544,771,1557)
table-value-cell: 535 xyxy=(1082,1738,1103,1751)
cinema-entry: ΜΕΤΡΟ — Τηλ. 22350 THE ANGRY HILLS (Ρόμπερτ Μίτσαμ) xyxy=(10,334,134,369)
deauville-text: υπό την νέαν διεύθυνσιν του κ. ΓΙΑΝΝΗ ΧΟΡΟΣ — ΓΛΕΝΤΙ και ΚΑΛΟ ΦΑΓΗΤΟ Τηλ. 60502 xyxy=(145,2081,258,2145)
